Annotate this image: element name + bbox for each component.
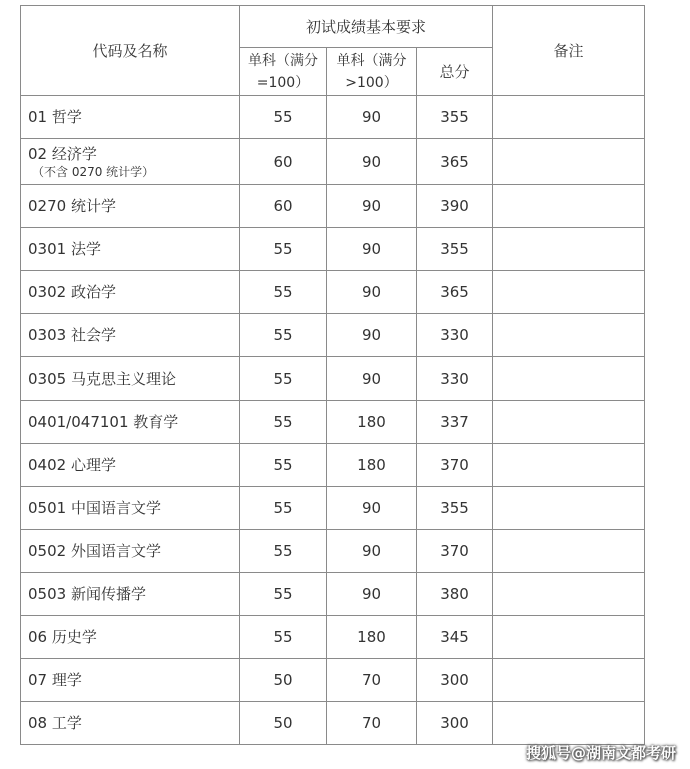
cell-single-over-100: 90 bbox=[327, 228, 417, 271]
program-name: 0401/047101 教育学 bbox=[28, 412, 179, 431]
cell-single-100: 50 bbox=[240, 659, 327, 702]
cell-single-over-100: 90 bbox=[327, 529, 417, 572]
watermark: 搜狐号@湖南文都考研 bbox=[525, 744, 676, 762]
cell-single-over-100: 90 bbox=[327, 96, 417, 139]
cell-total: 370 bbox=[417, 529, 493, 572]
cell-remarks bbox=[493, 139, 645, 185]
cell-single-100: 55 bbox=[240, 228, 327, 271]
table-row bbox=[21, 314, 645, 357]
table-row bbox=[21, 486, 645, 529]
cell-single-over-100: 90 bbox=[327, 314, 417, 357]
header-single-100: 单科（满分=100） bbox=[240, 48, 327, 96]
cell-remarks bbox=[493, 314, 645, 357]
table-row bbox=[21, 443, 645, 486]
cell-total: 300 bbox=[417, 659, 493, 702]
cell-code-name bbox=[21, 616, 240, 659]
cell-single-100: 55 bbox=[240, 486, 327, 529]
cell-code-name bbox=[21, 443, 240, 486]
header-total: 总分 bbox=[417, 48, 493, 96]
cell-code-name bbox=[21, 139, 240, 185]
cell-total: 365 bbox=[417, 271, 493, 314]
cell-code-name bbox=[21, 702, 240, 745]
cell-single-100: 50 bbox=[240, 702, 327, 745]
cell-total: 355 bbox=[417, 96, 493, 139]
cell-total: 390 bbox=[417, 185, 493, 228]
cell-single-100: 55 bbox=[240, 529, 327, 572]
cell-total: 355 bbox=[417, 486, 493, 529]
cell-remarks bbox=[493, 271, 645, 314]
table-row bbox=[21, 185, 645, 228]
cell-remarks bbox=[493, 702, 645, 745]
cell-single-over-100: 70 bbox=[327, 702, 417, 745]
program-name: 0402 心理学 bbox=[28, 455, 116, 474]
cell-single-100: 55 bbox=[240, 96, 327, 139]
cell-remarks bbox=[493, 443, 645, 486]
cell-remarks bbox=[493, 228, 645, 271]
program-name: 0503 新闻传播学 bbox=[28, 584, 146, 603]
score-requirements-table bbox=[20, 5, 645, 745]
cell-single-over-100: 90 bbox=[327, 572, 417, 615]
cell-code-name bbox=[21, 185, 240, 228]
cell-remarks bbox=[493, 96, 645, 139]
program-note: （不含 0270 统计学） bbox=[32, 164, 155, 179]
table-row bbox=[21, 357, 645, 400]
cell-single-100: 55 bbox=[240, 572, 327, 615]
cell-total: 370 bbox=[417, 443, 493, 486]
header-code-name: 代码及名称 bbox=[21, 6, 240, 96]
cell-single-100: 60 bbox=[240, 185, 327, 228]
cell-single-100: 55 bbox=[240, 616, 327, 659]
table-row bbox=[21, 400, 645, 443]
cell-total: 330 bbox=[417, 314, 493, 357]
cell-total: 300 bbox=[417, 702, 493, 745]
cell-single-100: 55 bbox=[240, 271, 327, 314]
program-name: 0502 外国语言文学 bbox=[28, 541, 161, 560]
cell-single-over-100: 180 bbox=[327, 616, 417, 659]
cell-single-over-100: 90 bbox=[327, 271, 417, 314]
cell-single-over-100: 180 bbox=[327, 443, 417, 486]
cell-total: 345 bbox=[417, 616, 493, 659]
cell-single-over-100: 90 bbox=[327, 185, 417, 228]
table-row bbox=[21, 529, 645, 572]
cell-code-name bbox=[21, 357, 240, 400]
program-name: 02 经济学 bbox=[28, 144, 97, 163]
cell-remarks bbox=[493, 400, 645, 443]
table-row bbox=[21, 96, 645, 139]
cell-code-name bbox=[21, 96, 240, 139]
table-row bbox=[21, 139, 645, 185]
program-name: 06 历史学 bbox=[28, 628, 97, 647]
table-row bbox=[21, 228, 645, 271]
program-name: 0305 马克思主义理论 bbox=[28, 369, 176, 388]
cell-remarks bbox=[493, 185, 645, 228]
cell-total: 380 bbox=[417, 572, 493, 615]
table-row bbox=[21, 616, 645, 659]
cell-remarks bbox=[493, 572, 645, 615]
cell-single-over-100: 90 bbox=[327, 139, 417, 185]
cell-single-100: 55 bbox=[240, 357, 327, 400]
program-name: 08 工学 bbox=[28, 714, 82, 733]
cell-remarks bbox=[493, 529, 645, 572]
program-name: 0301 法学 bbox=[28, 240, 101, 259]
cell-total: 355 bbox=[417, 228, 493, 271]
program-name: 0501 中国语言文学 bbox=[28, 498, 161, 517]
cell-code-name bbox=[21, 529, 240, 572]
cell-single-100: 55 bbox=[240, 314, 327, 357]
cell-code-name bbox=[21, 659, 240, 702]
cell-remarks bbox=[493, 357, 645, 400]
cell-total: 365 bbox=[417, 139, 493, 185]
cell-single-over-100: 90 bbox=[327, 486, 417, 529]
header-remarks: 备注 bbox=[493, 6, 645, 96]
program-name: 0303 社会学 bbox=[28, 326, 116, 345]
cell-single-100: 60 bbox=[240, 139, 327, 185]
cell-single-over-100: 180 bbox=[327, 400, 417, 443]
cell-single-over-100: 90 bbox=[327, 357, 417, 400]
program-name: 0302 政治学 bbox=[28, 283, 116, 302]
cell-single-over-100: 70 bbox=[327, 659, 417, 702]
program-name: 07 理学 bbox=[28, 671, 82, 690]
cell-total: 330 bbox=[417, 357, 493, 400]
cell-code-name bbox=[21, 400, 240, 443]
program-name: 01 哲学 bbox=[28, 108, 82, 127]
cell-single-100: 55 bbox=[240, 443, 327, 486]
header-single-over-100: 单科（满分>100） bbox=[327, 48, 417, 96]
program-name: 0270 统计学 bbox=[28, 197, 116, 216]
cell-code-name bbox=[21, 572, 240, 615]
cell-code-name bbox=[21, 271, 240, 314]
cell-remarks bbox=[493, 659, 645, 702]
cell-remarks bbox=[493, 486, 645, 529]
cell-total: 337 bbox=[417, 400, 493, 443]
cell-code-name bbox=[21, 314, 240, 357]
header-requirements-group: 初试成绩基本要求 bbox=[240, 6, 493, 48]
cell-code-name bbox=[21, 228, 240, 271]
table-row bbox=[21, 659, 645, 702]
cell-single-100: 55 bbox=[240, 400, 327, 443]
table-row bbox=[21, 572, 645, 615]
cell-code-name bbox=[21, 486, 240, 529]
cell-remarks bbox=[493, 616, 645, 659]
table-row bbox=[21, 271, 645, 314]
table-row bbox=[21, 702, 645, 745]
